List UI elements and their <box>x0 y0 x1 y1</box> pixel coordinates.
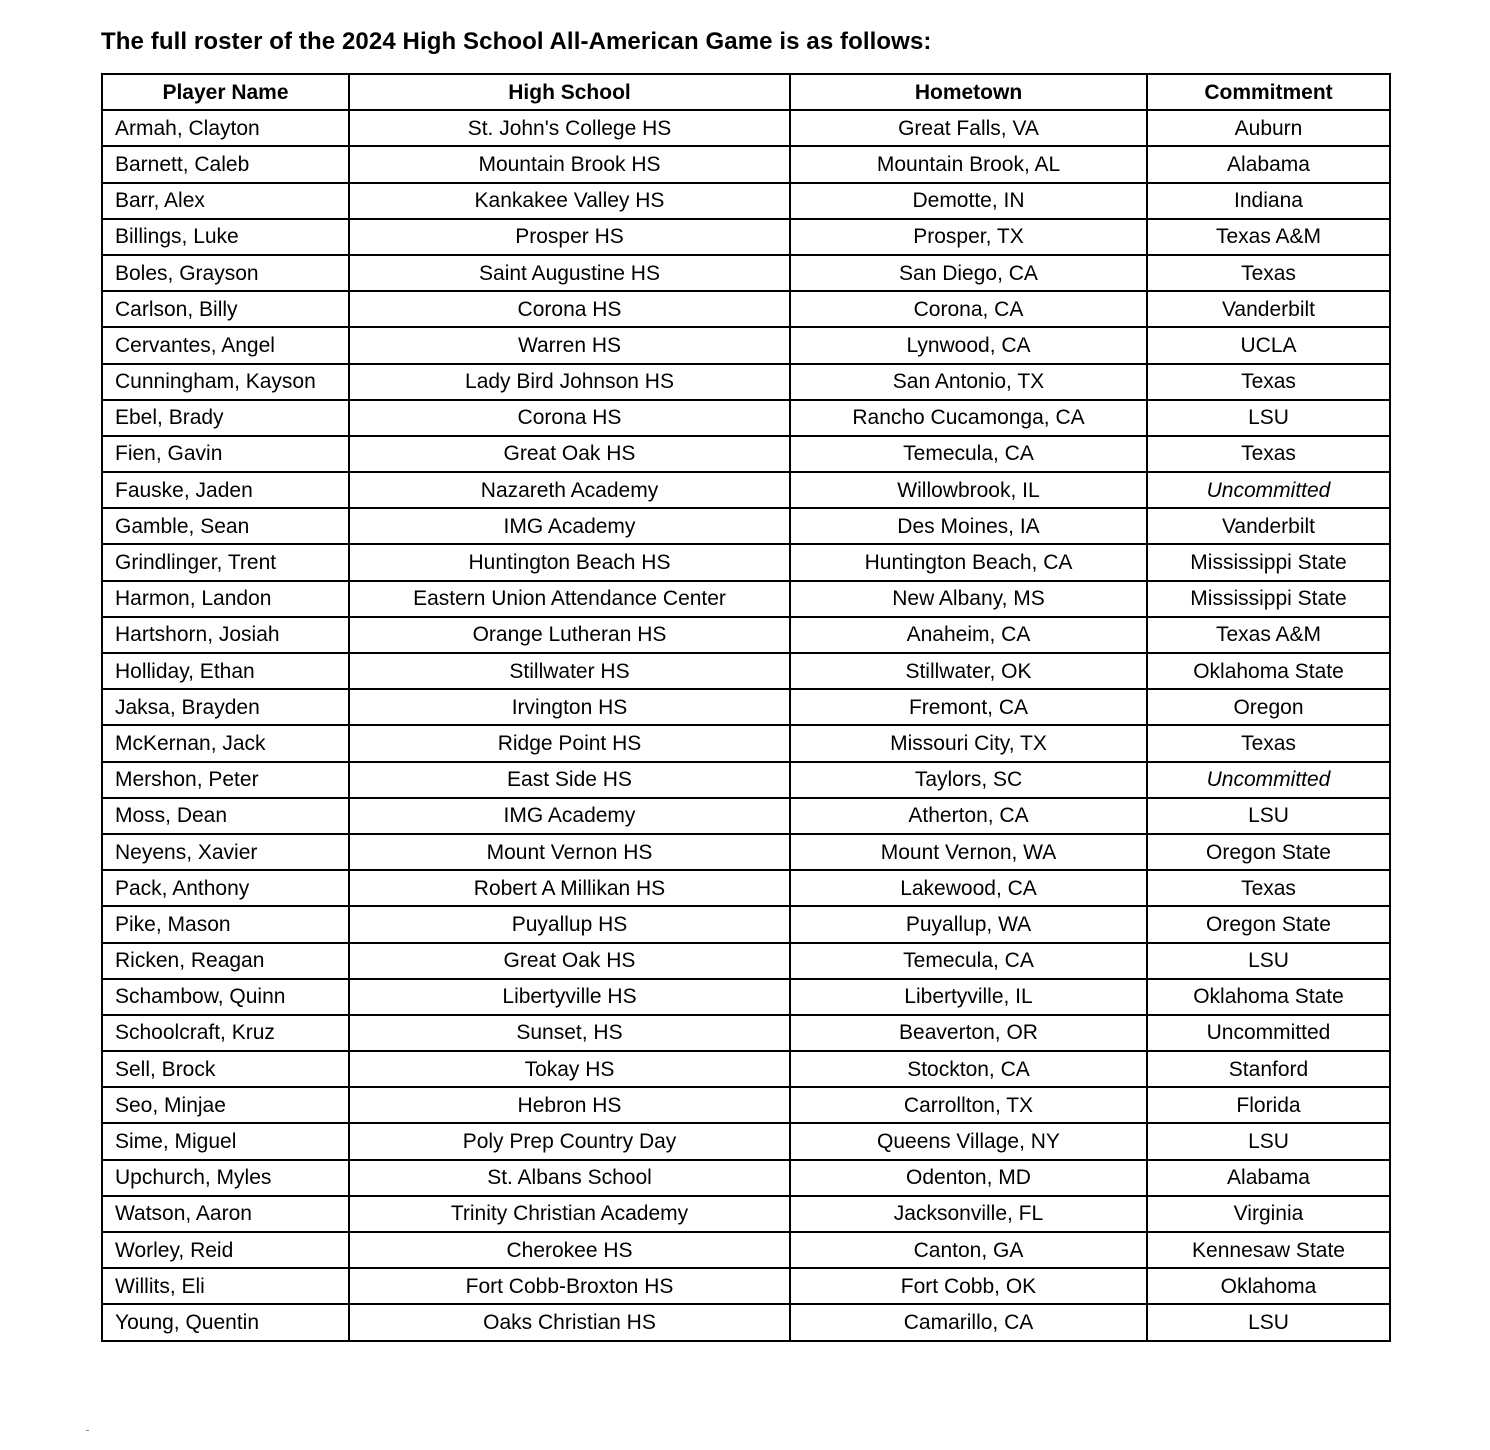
table-row <box>102 219 1390 255</box>
commitment-cell: Texas A&M <box>1147 617 1390 653</box>
table-row <box>102 581 1390 617</box>
commitment-cell: Oregon State <box>1147 834 1390 870</box>
table-row <box>102 544 1390 580</box>
player-name-cell: McKernan, Jack <box>102 725 349 761</box>
player-name-cell: Hartshorn, Josiah <box>102 617 349 653</box>
hometown-cell: Great Falls, VA <box>790 110 1147 146</box>
high-school-cell: Great Oak HS <box>349 436 790 472</box>
player-name-cell: Jaksa, Brayden <box>102 689 349 725</box>
high-school-cell: Poly Prep Country Day <box>349 1123 790 1159</box>
hometown-cell: Jacksonville, FL <box>790 1196 1147 1232</box>
commitment-cell: Florida <box>1147 1087 1390 1123</box>
table-row <box>102 291 1390 327</box>
commitment-cell: Mississippi State <box>1147 581 1390 617</box>
commitment-cell: LSU <box>1147 1304 1390 1340</box>
commitment-cell: Oklahoma State <box>1147 653 1390 689</box>
table-row <box>102 834 1390 870</box>
table-row <box>102 364 1390 400</box>
hometown-cell: Anaheim, CA <box>790 617 1147 653</box>
commitment-cell: Texas <box>1147 364 1390 400</box>
high-school-cell: Hebron HS <box>349 1087 790 1123</box>
high-school-cell: Oaks Christian HS <box>349 1304 790 1340</box>
player-name-cell: Young, Quentin <box>102 1304 349 1340</box>
commitment-cell: Mississippi State <box>1147 544 1390 580</box>
commitment-cell: Alabama <box>1147 1160 1390 1196</box>
player-name-cell: Cervantes, Angel <box>102 327 349 363</box>
player-name-cell: Cunningham, Kayson <box>102 364 349 400</box>
commitment-cell: Vanderbilt <box>1147 291 1390 327</box>
hometown-cell: Mount Vernon, WA <box>790 834 1147 870</box>
table-row <box>102 255 1390 291</box>
hometown-cell: Lakewood, CA <box>790 870 1147 906</box>
hometown-cell: Demotte, IN <box>790 183 1147 219</box>
hometown-cell: Libertyville, IL <box>790 979 1147 1015</box>
high-school-cell: Sunset, HS <box>349 1015 790 1051</box>
commitment-cell: Oklahoma <box>1147 1268 1390 1304</box>
page-title: The full roster of the 2024 High School All-American Game is as follows: <box>101 28 932 55</box>
hometown-cell: Odenton, MD <box>790 1160 1147 1196</box>
commitment-cell: Texas A&M <box>1147 219 1390 255</box>
commitment-cell: LSU <box>1147 400 1390 436</box>
table-row <box>102 146 1390 182</box>
table-row <box>102 979 1390 1015</box>
table-row <box>102 1160 1390 1196</box>
table-row <box>102 617 1390 653</box>
hometown-cell: Taylors, SC <box>790 762 1147 798</box>
hometown-cell: Temecula, CA <box>790 943 1147 979</box>
hometown-cell: Prosper, TX <box>790 219 1147 255</box>
player-name-cell: Mershon, Peter <box>102 762 349 798</box>
hometown-cell: Des Moines, IA <box>790 508 1147 544</box>
high-school-cell: Huntington Beach HS <box>349 544 790 580</box>
table-row <box>102 653 1390 689</box>
high-school-cell: Great Oak HS <box>349 943 790 979</box>
high-school-cell: Puyallup HS <box>349 906 790 942</box>
player-name-cell: Worley, Reid <box>102 1232 349 1268</box>
player-name-cell: Pack, Anthony <box>102 870 349 906</box>
player-name-cell: Sime, Miguel <box>102 1123 349 1159</box>
hometown-cell: Temecula, CA <box>790 436 1147 472</box>
commitment-cell: Indiana <box>1147 183 1390 219</box>
high-school-cell: Tokay HS <box>349 1051 790 1087</box>
commitment-cell: Auburn <box>1147 110 1390 146</box>
hometown-cell: Corona, CA <box>790 291 1147 327</box>
table-row <box>102 1087 1390 1123</box>
hometown-cell: Carrollton, TX <box>790 1087 1147 1123</box>
roster-body <box>102 110 1390 1340</box>
high-school-cell: Ridge Point HS <box>349 725 790 761</box>
hometown-cell: Lynwood, CA <box>790 327 1147 363</box>
commitment-cell: Uncommitted <box>1147 472 1390 508</box>
commitment-cell: Virginia <box>1147 1196 1390 1232</box>
high-school-cell: Libertyville HS <box>349 979 790 1015</box>
page-mark <box>86 1430 89 1431</box>
table-row <box>102 327 1390 363</box>
player-name-cell: Holliday, Ethan <box>102 653 349 689</box>
hometown-cell: Huntington Beach, CA <box>790 544 1147 580</box>
commitment-cell: Oklahoma State <box>1147 979 1390 1015</box>
hometown-cell: Puyallup, WA <box>790 906 1147 942</box>
commitment-cell: Alabama <box>1147 146 1390 182</box>
high-school-cell: Irvington HS <box>349 689 790 725</box>
player-name-cell: Sell, Brock <box>102 1051 349 1087</box>
high-school-cell: Saint Augustine HS <box>349 255 790 291</box>
high-school-cell: Eastern Union Attendance Center <box>349 581 790 617</box>
high-school-cell: East Side HS <box>349 762 790 798</box>
column-header-commitment: Commitment <box>1147 74 1390 110</box>
high-school-cell: Mountain Brook HS <box>349 146 790 182</box>
column-header-high-school: High School <box>349 74 790 110</box>
commitment-cell: LSU <box>1147 1123 1390 1159</box>
commitment-cell: Oregon State <box>1147 906 1390 942</box>
hometown-cell: Rancho Cucamonga, CA <box>790 400 1147 436</box>
player-name-cell: Carlson, Billy <box>102 291 349 327</box>
table-row <box>102 725 1390 761</box>
player-name-cell: Pike, Mason <box>102 906 349 942</box>
roster-table <box>101 73 1391 1342</box>
commitment-cell: Texas <box>1147 725 1390 761</box>
player-name-cell: Fien, Gavin <box>102 436 349 472</box>
table-row <box>102 762 1390 798</box>
hometown-cell: San Antonio, TX <box>790 364 1147 400</box>
high-school-cell: Fort Cobb-Broxton HS <box>349 1268 790 1304</box>
table-row <box>102 943 1390 979</box>
player-name-cell: Willits, Eli <box>102 1268 349 1304</box>
high-school-cell: Prosper HS <box>349 219 790 255</box>
commitment-cell: Texas <box>1147 436 1390 472</box>
table-row <box>102 183 1390 219</box>
table-row <box>102 1232 1390 1268</box>
high-school-cell: St. Albans School <box>349 1160 790 1196</box>
commitment-cell: Uncommitted <box>1147 1015 1390 1051</box>
player-name-cell: Barr, Alex <box>102 183 349 219</box>
player-name-cell: Harmon, Landon <box>102 581 349 617</box>
table-row <box>102 1268 1390 1304</box>
player-name-cell: Schoolcraft, Kruz <box>102 1015 349 1051</box>
commitment-cell: Uncommitted <box>1147 762 1390 798</box>
table-row <box>102 1304 1390 1340</box>
hometown-cell: Camarillo, CA <box>790 1304 1147 1340</box>
commitment-cell: LSU <box>1147 798 1390 834</box>
player-name-cell: Billings, Luke <box>102 219 349 255</box>
high-school-cell: IMG Academy <box>349 798 790 834</box>
player-name-cell: Neyens, Xavier <box>102 834 349 870</box>
table-row <box>102 906 1390 942</box>
hometown-cell: Fort Cobb, OK <box>790 1268 1147 1304</box>
commitment-cell: Vanderbilt <box>1147 508 1390 544</box>
hometown-cell: New Albany, MS <box>790 581 1147 617</box>
table-row <box>102 1015 1390 1051</box>
player-name-cell: Barnett, Caleb <box>102 146 349 182</box>
high-school-cell: Lady Bird Johnson HS <box>349 364 790 400</box>
hometown-cell: Stillwater, OK <box>790 653 1147 689</box>
column-header-player-name: Player Name <box>102 74 349 110</box>
table-row <box>102 798 1390 834</box>
high-school-cell: Corona HS <box>349 400 790 436</box>
table-row <box>102 1051 1390 1087</box>
table-row <box>102 110 1390 146</box>
hometown-cell: Queens Village, NY <box>790 1123 1147 1159</box>
player-name-cell: Watson, Aaron <box>102 1196 349 1232</box>
high-school-cell: Mount Vernon HS <box>349 834 790 870</box>
table-row <box>102 400 1390 436</box>
high-school-cell: Orange Lutheran HS <box>349 617 790 653</box>
table-row <box>102 472 1390 508</box>
commitment-cell: Stanford <box>1147 1051 1390 1087</box>
table-row <box>102 508 1390 544</box>
hometown-cell: Canton, GA <box>790 1232 1147 1268</box>
player-name-cell: Ricken, Reagan <box>102 943 349 979</box>
player-name-cell: Grindlinger, Trent <box>102 544 349 580</box>
high-school-cell: Kankakee Valley HS <box>349 183 790 219</box>
table-row <box>102 1196 1390 1232</box>
commitment-cell: Texas <box>1147 870 1390 906</box>
player-name-cell: Gamble, Sean <box>102 508 349 544</box>
table-row <box>102 870 1390 906</box>
player-name-cell: Fauske, Jaden <box>102 472 349 508</box>
high-school-cell: Robert A Millikan HS <box>349 870 790 906</box>
hometown-cell: Stockton, CA <box>790 1051 1147 1087</box>
commitment-cell: Texas <box>1147 255 1390 291</box>
high-school-cell: Warren HS <box>349 327 790 363</box>
high-school-cell: Nazareth Academy <box>349 472 790 508</box>
high-school-cell: St. John's College HS <box>349 110 790 146</box>
player-name-cell: Seo, Minjae <box>102 1087 349 1123</box>
high-school-cell: IMG Academy <box>349 508 790 544</box>
commitment-cell: Kennesaw State <box>1147 1232 1390 1268</box>
high-school-cell: Cherokee HS <box>349 1232 790 1268</box>
hometown-cell: Beaverton, OR <box>790 1015 1147 1051</box>
header-row <box>102 74 1390 110</box>
player-name-cell: Upchurch, Myles <box>102 1160 349 1196</box>
hometown-cell: Fremont, CA <box>790 689 1147 725</box>
column-header-hometown: Hometown <box>790 74 1147 110</box>
hometown-cell: Willowbrook, IL <box>790 472 1147 508</box>
high-school-cell: Corona HS <box>349 291 790 327</box>
commitment-cell: Oregon <box>1147 689 1390 725</box>
table-row <box>102 1123 1390 1159</box>
player-name-cell: Moss, Dean <box>102 798 349 834</box>
high-school-cell: Trinity Christian Academy <box>349 1196 790 1232</box>
player-name-cell: Armah, Clayton <box>102 110 349 146</box>
player-name-cell: Ebel, Brady <box>102 400 349 436</box>
hometown-cell: Mountain Brook, AL <box>790 146 1147 182</box>
player-name-cell: Boles, Grayson <box>102 255 349 291</box>
high-school-cell: Stillwater HS <box>349 653 790 689</box>
player-name-cell: Schambow, Quinn <box>102 979 349 1015</box>
hometown-cell: Atherton, CA <box>790 798 1147 834</box>
table-row <box>102 436 1390 472</box>
table-row <box>102 689 1390 725</box>
commitment-cell: UCLA <box>1147 327 1390 363</box>
commitment-cell: LSU <box>1147 943 1390 979</box>
hometown-cell: San Diego, CA <box>790 255 1147 291</box>
hometown-cell: Missouri City, TX <box>790 725 1147 761</box>
